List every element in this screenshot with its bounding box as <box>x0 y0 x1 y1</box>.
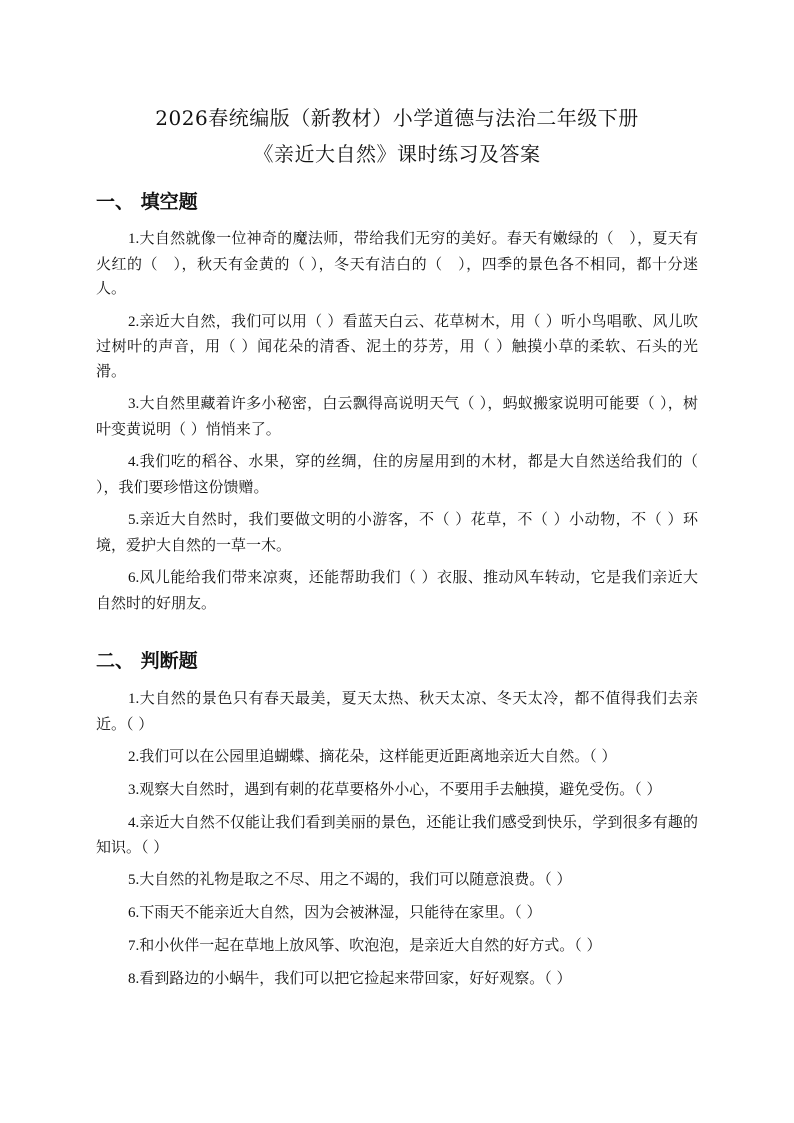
fill-in-question-list <box>96 226 698 623</box>
question-number: 5. <box>128 872 140 888</box>
section-heading-fill-in: 一、 填空题 <box>96 191 198 213</box>
true-false-question-1 <box>96 686 698 736</box>
question-number: 4. <box>128 814 140 831</box>
question-text: 和小伙伴一起在草地上放风筝、吹泡泡，是亲近大自然的好方式。（ ） <box>139 936 602 954</box>
question-number: 7. <box>128 938 140 954</box>
question-text: 亲近大自然，我们可以用（ ）看蓝天白云、花草树木，用（ ）听小鸟唱歌、风儿吹过树叶的声音，用（ ）闻花朵的清香、泥土的芬芳，用（ ）触摸小草的柔软、石头的光滑。 <box>96 311 698 380</box>
question-number: 2. <box>128 748 140 765</box>
fill-in-question-2 <box>96 309 698 384</box>
true-false-question-8 <box>96 966 698 992</box>
true-false-question-list <box>96 686 698 999</box>
question-number: 1. <box>128 691 140 707</box>
section-heading-true-false: 二、 判断题 <box>96 650 198 672</box>
question-text: 下雨天不能亲近大自然，因为会被淋湿，只能待在家里。（ ） <box>139 903 542 921</box>
fill-in-question-1 <box>96 226 698 301</box>
true-false-question-2 <box>96 744 698 770</box>
question-text: 大自然就像一位神奇的魔法师，带给我们无穷的美好。春天有嫩绿的（ ），夏天有火红的（ ），秋天有金黄的（ ），冬天有洁白的（ ），四季的景色各不相同，都十分迷人。 <box>96 229 698 297</box>
question-number: 6. <box>128 570 140 586</box>
fill-in-question-4 <box>96 449 698 499</box>
question-text: 风儿能给我们带来凉爽，还能帮助我们（ ）衣服、推动风车转动，它是我们亲近大自然时的好朋友。 <box>96 568 698 612</box>
fill-in-question-5 <box>96 507 698 557</box>
question-number: 4. <box>128 454 140 470</box>
question-number: 5. <box>128 512 140 528</box>
question-number: 3. <box>128 781 140 798</box>
question-number: 2. <box>128 313 140 330</box>
question-number: 1. <box>128 231 140 247</box>
question-number: 8. <box>128 971 140 987</box>
true-false-question-4 <box>96 810 698 860</box>
document-title-line2: 《亲近大自然》课时练习及答案 <box>253 142 541 166</box>
true-false-question-6 <box>96 900 698 926</box>
fill-in-question-6 <box>96 565 698 615</box>
true-false-question-5 <box>96 867 698 893</box>
fill-in-question-3 <box>96 391 698 441</box>
question-text: 我们可以在公园里追蝴蝶、摘花朵，这样能更近距离地亲近大自然。（ ） <box>139 746 617 765</box>
question-number: 6. <box>128 905 140 921</box>
true-false-question-3 <box>96 777 698 803</box>
question-number: 3. <box>128 396 140 412</box>
question-text: 亲近大自然不仅能让我们看到美丽的景色，还能让我们感受到快乐，学到很多有趣的知识。（ ） <box>96 812 698 856</box>
question-text: 大自然里藏着许多小秘密，白云飘得高说明天气（ ），蚂蚁搬家说明可能要（ ），树叶变黄说明（ ）悄悄来了。 <box>96 394 698 438</box>
question-text: 大自然的礼物是取之不尽、用之不竭的，我们可以随意浪费。（ ） <box>139 870 572 888</box>
question-text: 我们吃的稻谷、水果，穿的丝绸，住的房屋用到的木材，都是大自然送给我们的（ ），我们要珍惜这份馈赠。 <box>96 452 698 496</box>
question-text: 大自然的景色只有春天最美，夏天太热、秋天太凉、冬天太冷，都不值得我们去亲近。（ ） <box>96 689 698 733</box>
question-text: 看到路边的小蜗牛，我们可以把它捡起来带回家，好好观察。（ ） <box>139 969 572 987</box>
true-false-question-7 <box>96 933 698 959</box>
question-text: 亲近大自然时，我们要做文明的小游客，不（ ）花草，不（ ）小动物，不（ ）环境，爱护大自然的一草一木。 <box>96 510 698 554</box>
document-title-line1: 2026春统编版（新教材）小学道德与法治二年级下册 <box>155 106 639 130</box>
question-text: 观察大自然时，遇到有刺的花草要格外小心，不要用手去触摸，避免受伤。（ ） <box>139 779 662 798</box>
